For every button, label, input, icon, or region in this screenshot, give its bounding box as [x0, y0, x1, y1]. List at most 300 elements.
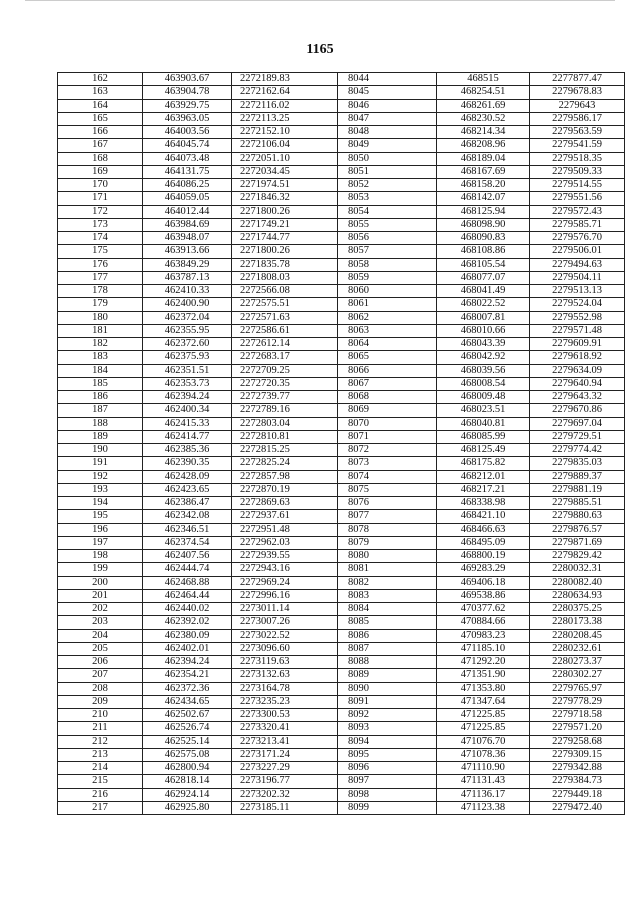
table-cell: 181 [58, 324, 143, 337]
table-row [58, 735, 625, 748]
table-row [58, 775, 625, 788]
table-cell: 164 [58, 99, 143, 112]
table-cell: 8084 [338, 603, 437, 616]
table-cell: 204 [58, 629, 143, 642]
table-row [58, 218, 625, 231]
table-cell: 8063 [338, 324, 437, 337]
table-cell: 196 [58, 523, 143, 536]
table-cell: 2273320.41 [232, 722, 338, 735]
table-cell: 462394.24 [143, 391, 232, 404]
table-cell: 166 [58, 126, 143, 139]
table-cell: 197 [58, 536, 143, 549]
table-cell: 462353.73 [143, 377, 232, 390]
table-cell: 206 [58, 656, 143, 669]
table-cell: 171 [58, 192, 143, 205]
table-cell: 8049 [338, 139, 437, 152]
table-cell: 2272969.24 [232, 576, 338, 589]
table-cell: 210 [58, 709, 143, 722]
table-cell: 2279571.48 [530, 324, 625, 337]
table-cell: 2280232.61 [530, 642, 625, 655]
table-cell: 2273235.23 [232, 695, 338, 708]
table-cell: 2272939.55 [232, 550, 338, 563]
table-cell: 2272962.03 [232, 536, 338, 549]
table-cell: 8085 [338, 616, 437, 629]
table-cell: 2279829.42 [530, 550, 625, 563]
table-cell: 8058 [338, 258, 437, 271]
table-cell: 2280634.93 [530, 589, 625, 602]
table-cell: 462390.35 [143, 457, 232, 470]
table-cell: 471353.80 [437, 682, 530, 695]
table-cell: 2280032.31 [530, 563, 625, 576]
table-cell: 2279509.33 [530, 165, 625, 178]
table-cell: 163 [58, 86, 143, 99]
table-cell: 2272189.83 [232, 73, 338, 86]
table-cell: 462407.56 [143, 550, 232, 563]
table-cell: 2271800.26 [232, 205, 338, 218]
table-cell: 2271749.21 [232, 218, 338, 231]
table-cell: 462375.93 [143, 351, 232, 364]
table-row [58, 497, 625, 510]
table-cell: 468043.39 [437, 338, 530, 351]
table-cell: 468023.51 [437, 404, 530, 417]
table-cell: 468108.86 [437, 245, 530, 258]
table-cell: 2279552.98 [530, 311, 625, 324]
table-row [58, 748, 625, 761]
table-cell: 8045 [338, 86, 437, 99]
table-cell: 468022.52 [437, 298, 530, 311]
table-cell: 2272810.81 [232, 430, 338, 443]
table-cell: 2279634.09 [530, 364, 625, 377]
table-cell: 463903.67 [143, 73, 232, 86]
table-cell: 8053 [338, 192, 437, 205]
table-cell: 8076 [338, 497, 437, 510]
table-cell: 468167.69 [437, 165, 530, 178]
table-row [58, 801, 625, 814]
table-cell: 2271800.26 [232, 245, 338, 258]
table-cell: 2279551.56 [530, 192, 625, 205]
table-row [58, 457, 625, 470]
table-cell: 2272815.25 [232, 444, 338, 457]
table-cell: 463963.05 [143, 112, 232, 125]
table-cell: 8095 [338, 748, 437, 761]
table-cell: 2271846.32 [232, 192, 338, 205]
table-cell: 462402.01 [143, 642, 232, 655]
table-cell: 462800.94 [143, 762, 232, 775]
table-cell: 462924.14 [143, 788, 232, 801]
table-cell: 462444.74 [143, 563, 232, 576]
table-row [58, 139, 625, 152]
table-row [58, 271, 625, 284]
table-cell: 180 [58, 311, 143, 324]
table-cell: 2272051.10 [232, 152, 338, 165]
table-cell: 2272870.19 [232, 483, 338, 496]
table-cell: 2279449.18 [530, 788, 625, 801]
table-cell: 2279342.88 [530, 762, 625, 775]
table-cell: 2272739.77 [232, 391, 338, 404]
table-cell: 462400.90 [143, 298, 232, 311]
table-cell: 462374.54 [143, 536, 232, 549]
table-cell: 471347.64 [437, 695, 530, 708]
table-cell: 2272152.10 [232, 126, 338, 139]
table-cell: 2279472.40 [530, 801, 625, 814]
table-cell: 464045.74 [143, 139, 232, 152]
table-row [58, 629, 625, 642]
table-cell: 8067 [338, 377, 437, 390]
table-cell: 192 [58, 470, 143, 483]
table-cell: 468208.96 [437, 139, 530, 152]
table-cell: 468158.20 [437, 179, 530, 192]
table-row [58, 603, 625, 616]
table-cell: 184 [58, 364, 143, 377]
table-cell: 2272857.98 [232, 470, 338, 483]
table-cell: 190 [58, 444, 143, 457]
table-cell: 2279643.32 [530, 391, 625, 404]
table-cell: 8044 [338, 73, 437, 86]
table-cell: 179 [58, 298, 143, 311]
table-cell: 468098.90 [437, 218, 530, 231]
table-cell: 471225.85 [437, 722, 530, 735]
table-row [58, 152, 625, 165]
table-cell: 2272789.16 [232, 404, 338, 417]
table-cell: 462394.24 [143, 656, 232, 669]
table-cell: 169 [58, 165, 143, 178]
table-cell: 462372.04 [143, 311, 232, 324]
table-cell: 462372.60 [143, 338, 232, 351]
table-cell: 2279718.58 [530, 709, 625, 722]
table-cell: 2279524.04 [530, 298, 625, 311]
table-cell: 2272996.16 [232, 589, 338, 602]
table-cell: 2272113.25 [232, 112, 338, 125]
table-cell: 462468.88 [143, 576, 232, 589]
table-cell: 2273007.26 [232, 616, 338, 629]
table-cell: 8071 [338, 430, 437, 443]
table-cell: 462392.02 [143, 616, 232, 629]
table-row [58, 404, 625, 417]
table-cell: 2272683.17 [232, 351, 338, 364]
table-cell: 2272571.63 [232, 311, 338, 324]
table-row [58, 73, 625, 86]
table-cell: 2273300.53 [232, 709, 338, 722]
table-cell: 182 [58, 338, 143, 351]
table-cell: 462346.51 [143, 523, 232, 536]
table-cell: 468039.56 [437, 364, 530, 377]
table-cell: 463929.75 [143, 99, 232, 112]
table-row [58, 576, 625, 589]
table-cell: 8083 [338, 589, 437, 602]
table-cell: 462415.33 [143, 417, 232, 430]
table-cell: 2271835.78 [232, 258, 338, 271]
table-cell: 168 [58, 152, 143, 165]
table-cell: 8094 [338, 735, 437, 748]
table-cell: 471110.90 [437, 762, 530, 775]
table-cell: 463849.29 [143, 258, 232, 271]
table-cell: 8069 [338, 404, 437, 417]
table-row [58, 695, 625, 708]
table-cell: 462385.36 [143, 444, 232, 457]
table-cell: 203 [58, 616, 143, 629]
table-cell: 2279513.13 [530, 285, 625, 298]
table-cell: 2272720.35 [232, 377, 338, 390]
table-cell: 2280375.25 [530, 603, 625, 616]
table-cell: 202 [58, 603, 143, 616]
table-row [58, 324, 625, 337]
table-cell: 194 [58, 497, 143, 510]
table-row [58, 112, 625, 125]
table-cell: 464012.44 [143, 205, 232, 218]
table-cell: 462428.09 [143, 470, 232, 483]
table-cell: 470884.66 [437, 616, 530, 629]
table-cell: 2280208.45 [530, 629, 625, 642]
table-cell: 468338.98 [437, 497, 530, 510]
table-cell: 463984.69 [143, 218, 232, 231]
table-cell: 468125.49 [437, 444, 530, 457]
table-cell: 8077 [338, 510, 437, 523]
table-cell: 464073.48 [143, 152, 232, 165]
table-cell: 8055 [338, 218, 437, 231]
table-cell: 8070 [338, 417, 437, 430]
table-cell: 178 [58, 285, 143, 298]
table-cell: 8048 [338, 126, 437, 139]
table-cell: 176 [58, 258, 143, 271]
table-cell: 201 [58, 589, 143, 602]
table-cell: 2272575.51 [232, 298, 338, 311]
table-cell: 2273132.63 [232, 669, 338, 682]
table-cell: 2279880.63 [530, 510, 625, 523]
table-cell: 2279885.51 [530, 497, 625, 510]
table-cell: 2273213.41 [232, 735, 338, 748]
table-cell: 468214.34 [437, 126, 530, 139]
table-cell: 8059 [338, 271, 437, 284]
table-cell: 468495.09 [437, 536, 530, 549]
table-cell: 462925.80 [143, 801, 232, 814]
table-cell: 462526.74 [143, 722, 232, 735]
table-row [58, 616, 625, 629]
table-cell: 468105.54 [437, 258, 530, 271]
table-row [58, 563, 625, 576]
table-cell: 471292.20 [437, 656, 530, 669]
table-cell: 8079 [338, 536, 437, 549]
table-cell: 8046 [338, 99, 437, 112]
table-cell: 185 [58, 377, 143, 390]
table-row [58, 523, 625, 536]
table-cell: 2272825.24 [232, 457, 338, 470]
table-cell: 198 [58, 550, 143, 563]
table-cell: 2272612.14 [232, 338, 338, 351]
table-cell: 2273022.52 [232, 629, 338, 642]
table-row [58, 245, 625, 258]
table-cell: 462575.08 [143, 748, 232, 761]
table-cell: 8060 [338, 285, 437, 298]
table-cell: 2279572.43 [530, 205, 625, 218]
coordinates-table-body [58, 73, 625, 815]
table-cell: 464131.75 [143, 165, 232, 178]
table-cell: 2273171.24 [232, 748, 338, 761]
table-cell: 2279518.35 [530, 152, 625, 165]
table-cell: 8054 [338, 205, 437, 218]
table-cell: 462400.34 [143, 404, 232, 417]
table-cell: 463787.13 [143, 271, 232, 284]
table-cell: 468189.04 [437, 152, 530, 165]
table-cell: 462342.08 [143, 510, 232, 523]
table-cell: 2279765.97 [530, 682, 625, 695]
table-cell: 8073 [338, 457, 437, 470]
table-cell: 8061 [338, 298, 437, 311]
table-cell: 175 [58, 245, 143, 258]
table-row [58, 377, 625, 390]
table-cell: 8096 [338, 762, 437, 775]
table-cell: 2279835.03 [530, 457, 625, 470]
table-cell: 2271744.77 [232, 232, 338, 245]
table-cell: 471131.43 [437, 775, 530, 788]
table-cell: 462410.33 [143, 285, 232, 298]
table-cell: 468421.10 [437, 510, 530, 523]
table-cell: 8082 [338, 576, 437, 589]
table-row [58, 470, 625, 483]
table-cell: 215 [58, 775, 143, 788]
scan-edge-line [25, 0, 615, 1]
table-cell: 462354.21 [143, 669, 232, 682]
table-cell: 8081 [338, 563, 437, 576]
table-cell: 2273202.32 [232, 788, 338, 801]
table-cell: 8051 [338, 165, 437, 178]
table-cell: 2273196.77 [232, 775, 338, 788]
table-cell: 211 [58, 722, 143, 735]
table-cell: 217 [58, 801, 143, 814]
table-row [58, 99, 625, 112]
table-cell: 462414.77 [143, 430, 232, 443]
table-cell: 8065 [338, 351, 437, 364]
table-cell: 170 [58, 179, 143, 192]
table-row [58, 298, 625, 311]
table-row [58, 338, 625, 351]
table-cell: 471123.38 [437, 801, 530, 814]
table-cell: 471185.10 [437, 642, 530, 655]
table-cell: 462440.02 [143, 603, 232, 616]
table-cell: 8062 [338, 311, 437, 324]
table-cell: 468217.21 [437, 483, 530, 496]
table-cell: 8066 [338, 364, 437, 377]
table-cell: 2279585.71 [530, 218, 625, 231]
table-cell: 2272566.08 [232, 285, 338, 298]
table-cell: 468090.83 [437, 232, 530, 245]
table-cell: 8091 [338, 695, 437, 708]
table-cell: 468515 [437, 73, 530, 86]
table-cell: 8052 [338, 179, 437, 192]
table-cell: 8090 [338, 682, 437, 695]
table-cell: 2279618.92 [530, 351, 625, 364]
table-cell: 468175.82 [437, 457, 530, 470]
table-cell: 2279609.91 [530, 338, 625, 351]
table-cell: 462380.09 [143, 629, 232, 642]
table-row [58, 550, 625, 563]
table-cell: 2272869.63 [232, 497, 338, 510]
table-row [58, 682, 625, 695]
table-cell: 462372.36 [143, 682, 232, 695]
table-cell: 8057 [338, 245, 437, 258]
table-cell: 468212.01 [437, 470, 530, 483]
table-cell: 2273164.78 [232, 682, 338, 695]
table-cell: 2279563.59 [530, 126, 625, 139]
table-cell: 468010.66 [437, 324, 530, 337]
table-cell: 468041.49 [437, 285, 530, 298]
table-row [58, 656, 625, 669]
table-cell: 2279506.01 [530, 245, 625, 258]
coordinates-table [57, 72, 625, 815]
table-cell: 2273096.60 [232, 642, 338, 655]
table-cell: 2272162.64 [232, 86, 338, 99]
table-row [58, 536, 625, 549]
table-row [58, 483, 625, 496]
table-cell: 8099 [338, 801, 437, 814]
table-cell: 469283.29 [437, 563, 530, 576]
table-cell: 2280273.37 [530, 656, 625, 669]
table-cell: 462355.95 [143, 324, 232, 337]
table-cell: 208 [58, 682, 143, 695]
table-cell: 471076.70 [437, 735, 530, 748]
table-cell: 2279571.20 [530, 722, 625, 735]
table-row [58, 205, 625, 218]
table-cell: 470377.62 [437, 603, 530, 616]
table-cell: 462502.67 [143, 709, 232, 722]
table-cell: 172 [58, 205, 143, 218]
table-cell: 468085.99 [437, 430, 530, 443]
table-cell: 8092 [338, 709, 437, 722]
table-row [58, 589, 625, 602]
table-cell: 193 [58, 483, 143, 496]
table-cell: 468007.81 [437, 311, 530, 324]
table-cell: 200 [58, 576, 143, 589]
table-row [58, 642, 625, 655]
table-cell: 173 [58, 218, 143, 231]
table-cell: 468230.52 [437, 112, 530, 125]
table-cell: 464003.56 [143, 126, 232, 139]
table-cell: 207 [58, 669, 143, 682]
table-cell: 8064 [338, 338, 437, 351]
table-cell: 2272709.25 [232, 364, 338, 377]
table-cell: 8087 [338, 642, 437, 655]
table-row [58, 444, 625, 457]
table-row [58, 258, 625, 271]
table-cell: 2272106.04 [232, 139, 338, 152]
table-cell: 464086.25 [143, 179, 232, 192]
table-cell: 2272943.16 [232, 563, 338, 576]
table-cell: 468008.54 [437, 377, 530, 390]
table-cell: 2279881.19 [530, 483, 625, 496]
table-cell: 8047 [338, 112, 437, 125]
table-cell: 2279871.69 [530, 536, 625, 549]
table-cell: 8074 [338, 470, 437, 483]
table-cell: 468142.07 [437, 192, 530, 205]
table-cell: 8072 [338, 444, 437, 457]
table-cell: 463904.78 [143, 86, 232, 99]
table-cell: 462525.14 [143, 735, 232, 748]
table-cell: 2279640.94 [530, 377, 625, 390]
table-cell: 8097 [338, 775, 437, 788]
table-cell: 2277877.47 [530, 73, 625, 86]
table-cell: 468800.19 [437, 550, 530, 563]
table-cell: 8075 [338, 483, 437, 496]
table-cell: 2272937.61 [232, 510, 338, 523]
table-cell: 2279309.15 [530, 748, 625, 761]
table-cell: 2280302.27 [530, 669, 625, 682]
table-cell: 2272803.04 [232, 417, 338, 430]
table-cell: 177 [58, 271, 143, 284]
table-cell: 462434.65 [143, 695, 232, 708]
table-cell: 2272116.02 [232, 99, 338, 112]
table-row [58, 179, 625, 192]
table-cell: 2273227.29 [232, 762, 338, 775]
table-cell: 464059.05 [143, 192, 232, 205]
